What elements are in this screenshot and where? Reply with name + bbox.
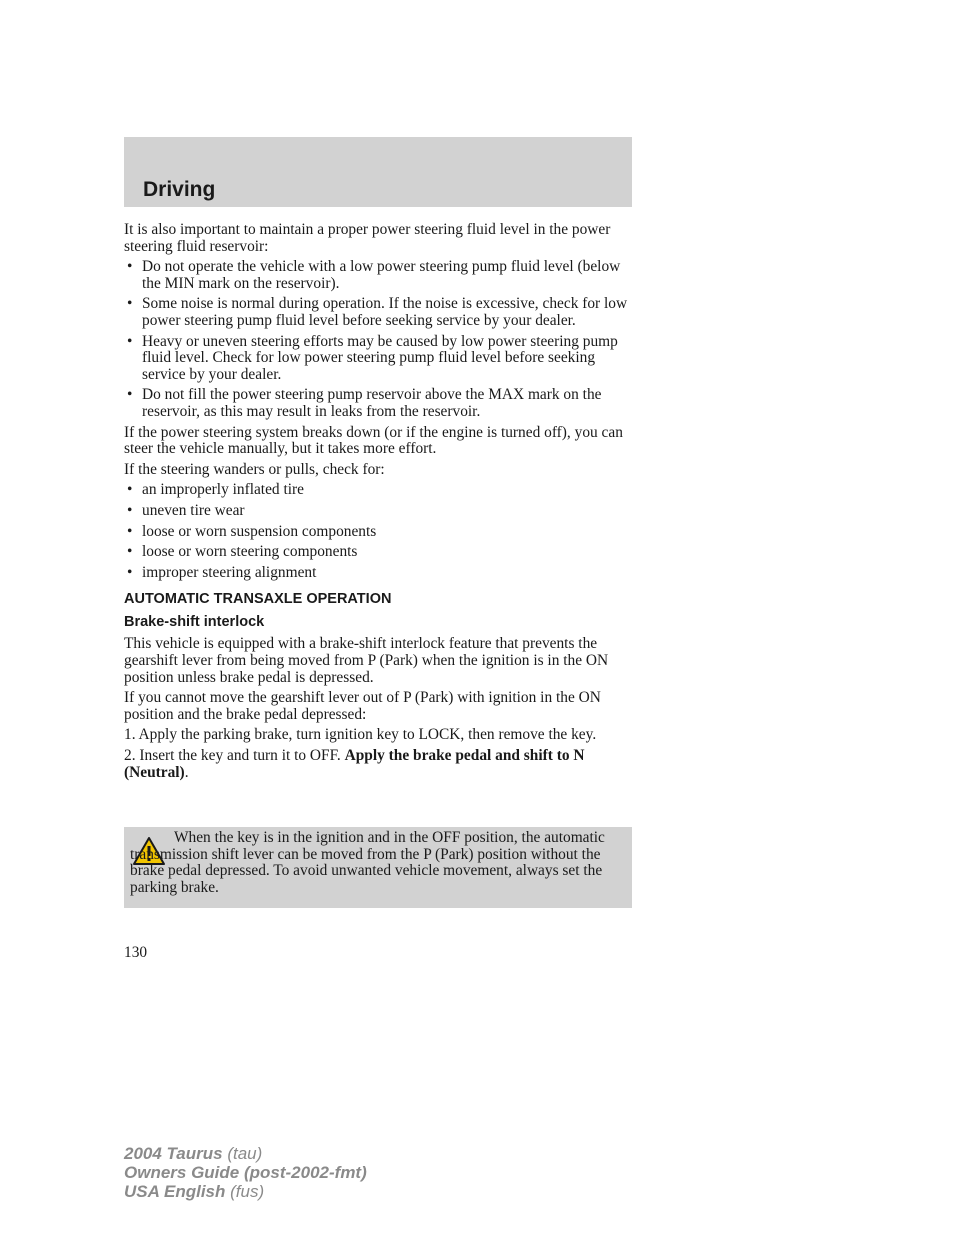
footer-line-3: USA English (fus)	[124, 1182, 265, 1201]
list-item: • Heavy or uneven steering efforts may be caused by low power steering pump fluid level. Check for low power steering pump fluid level before seeking service by your dealer.	[127, 332, 618, 383]
bullet-icon: •	[127, 543, 133, 561]
page-body	[124, 222, 634, 785]
list-item: • improper steering alignment	[127, 563, 317, 581]
bullet-icon: •	[127, 332, 133, 350]
footer-line-1: 2004 Taurus (tau)	[124, 1144, 263, 1163]
list-item: • Some noise is normal during operation. If the noise is excessive, check for low power steering pump fluid level before seeking service by your dealer.	[127, 295, 628, 329]
bullet-icon: •	[127, 481, 133, 499]
document-footer	[124, 1144, 367, 1201]
cannot-move-paragraph: If you cannot move the gearshift lever out of P (Park) with ignition in the ON position and the brake pedal depressed:	[124, 689, 601, 723]
bullet-icon: •	[127, 501, 133, 519]
bullet-icon: •	[127, 295, 133, 313]
fluid-bullet-list	[124, 259, 634, 420]
list-item: • Do not operate the vehicle with a low power steering pump fluid level (below the MIN mark on the reservoir).	[127, 258, 621, 292]
wander-paragraph: If the steering wanders or pulls, check for:	[124, 460, 385, 478]
bullet-icon: •	[127, 386, 133, 404]
list-item: • an improperly inflated tire	[127, 481, 304, 499]
intro-paragraph: It is also important to maintain a proper power steering fluid level in the power steering fluid reservoir:	[124, 221, 611, 255]
list-item: • loose or worn steering components	[127, 543, 358, 561]
bullet-icon: •	[127, 258, 133, 276]
section-heading: AUTOMATIC TRANSAXLE OPERATION	[124, 591, 392, 608]
warning-text: When the key is in the ignition and in the OFF position, the automatic transmission shift lever can be moved from the P (Park) position without the brake pedal depressed. To avoid unwanted vehicle movement, always set the parking brake.	[130, 829, 605, 896]
list-item: • uneven tire wear	[127, 501, 245, 519]
breakdown-paragraph: If the power steering system breaks down (or if the engine is turned off), you can steer the vehicle manually, but it takes more effort.	[124, 423, 623, 458]
section-title: Driving	[143, 178, 216, 201]
warning-box	[124, 827, 632, 908]
wander-bullet-list	[124, 482, 634, 581]
bullet-icon: •	[127, 522, 133, 540]
step-1: 1. Apply the parking brake, turn ignition key to LOCK, then remove the key.	[124, 726, 597, 744]
interlock-paragraph: This vehicle is equipped with a brake-shift interlock feature that prevents the gearshift lever from being moved from P (Park) when the ignition is in the ON position unless brake pedal is depressed.	[124, 635, 609, 686]
step-2: 2. Insert the key and turn it to OFF. Apply the brake pedal and shift to N (Neutral).	[124, 747, 585, 781]
list-item: • loose or worn suspension components	[127, 522, 377, 540]
footer-line-2: Owners Guide (post-2002-fmt)	[124, 1163, 367, 1182]
page-number: 130	[124, 944, 148, 961]
subheading: Brake-shift interlock	[124, 613, 265, 630]
list-item: • Do not fill the power steering pump reservoir above the MAX mark on the reservoir, as this may result in leaks from the reservoir.	[127, 386, 602, 420]
step-2-emphasis: Apply the brake pedal and shift to N (Neutral)	[124, 747, 585, 781]
bullet-icon: •	[127, 563, 133, 581]
